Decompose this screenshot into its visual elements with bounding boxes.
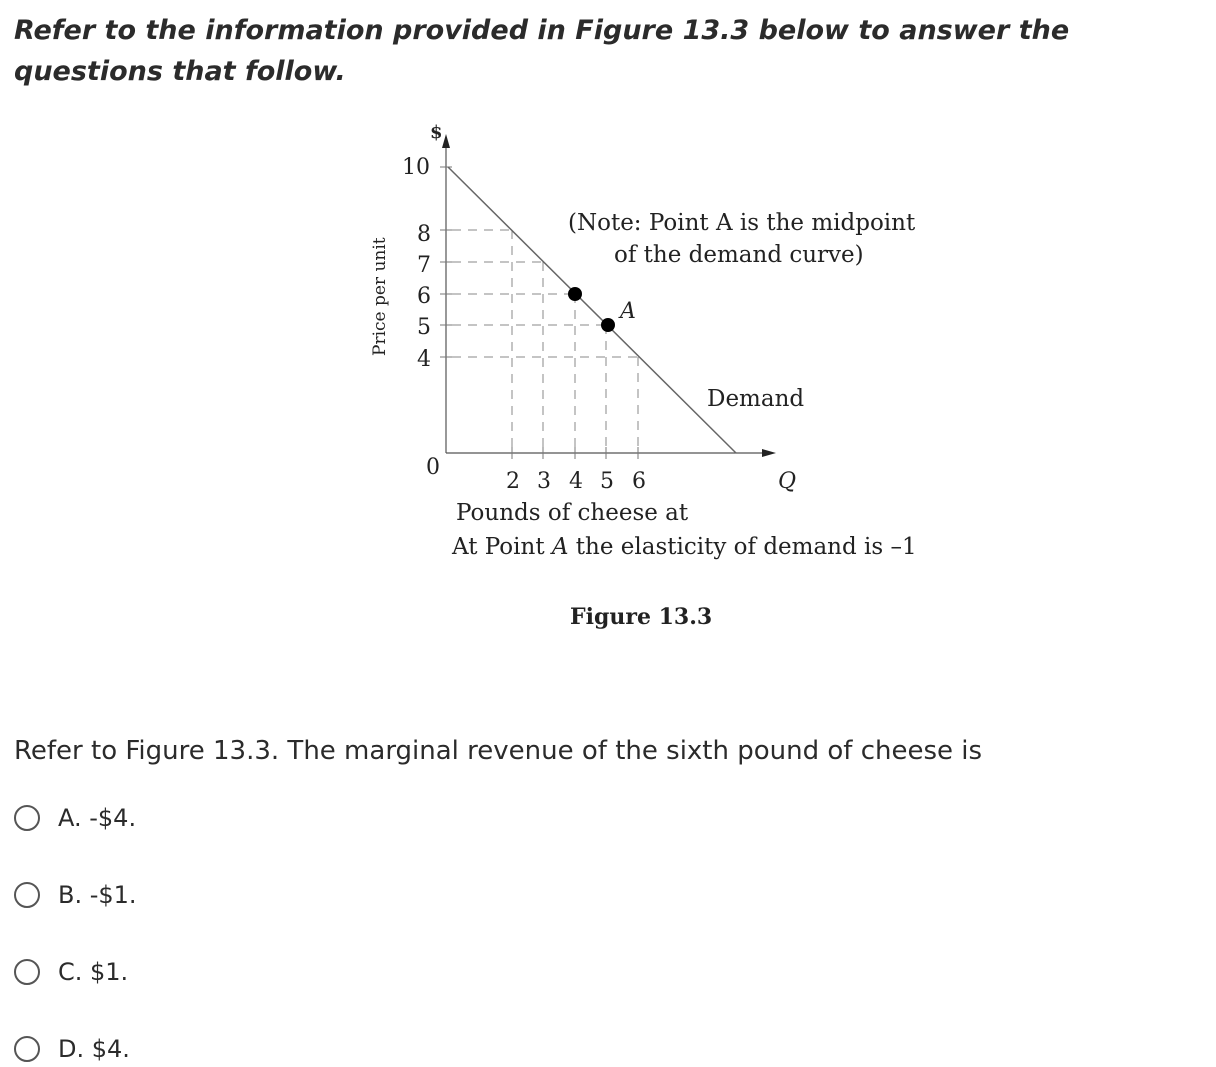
elasticity-note-point: A bbox=[551, 534, 569, 560]
point-a-marker bbox=[601, 318, 615, 332]
note-line-2: of the demand curve) bbox=[614, 242, 864, 268]
x-tick-label: 5 bbox=[600, 469, 614, 494]
elasticity-note-prefix: At Point bbox=[452, 534, 552, 560]
y-axis-label: Price per unit bbox=[370, 237, 390, 356]
option-label: A. -$4. bbox=[58, 804, 137, 832]
option-b[interactable] bbox=[14, 877, 137, 913]
point-a-label: A bbox=[620, 299, 636, 324]
elasticity-note bbox=[451, 534, 917, 560]
point-marker bbox=[568, 287, 582, 301]
demand-chart bbox=[340, 110, 920, 630]
x-tick-label: 6 bbox=[632, 469, 646, 494]
x-axis-label: Pounds of cheese at bbox=[456, 500, 689, 526]
question-text: Refer to Figure 13.3. The marginal revenue of the sixth pound of cheese is bbox=[14, 736, 983, 766]
option-c[interactable] bbox=[14, 954, 128, 990]
x-tick-label: 2 bbox=[506, 469, 520, 494]
y-tick-label: 4 bbox=[417, 347, 431, 372]
option-label: B. -$1. bbox=[58, 881, 137, 909]
option-d[interactable] bbox=[14, 1031, 130, 1067]
y-tick-label: 7 bbox=[417, 253, 431, 278]
x-tick-label: 3 bbox=[537, 469, 551, 494]
radio-button[interactable] bbox=[14, 959, 40, 985]
option-a[interactable] bbox=[14, 800, 136, 836]
y-tick-label: 10 bbox=[402, 155, 430, 180]
elasticity-note-suffix: the elasticity of demand is –1 bbox=[568, 534, 917, 560]
instructions-text: Refer to the information provided in Figure 13.3 below to answer the questions that follow. bbox=[14, 15, 1070, 87]
note-line-1: (Note: Point A is the midpoint bbox=[568, 210, 916, 236]
radio-button[interactable] bbox=[14, 805, 40, 831]
figure-13-3 bbox=[340, 110, 920, 634]
y-tick-label: 8 bbox=[417, 222, 431, 247]
y-tick-label: 5 bbox=[417, 315, 431, 340]
option-label: C. $1. bbox=[58, 958, 129, 986]
x-axis-arrow bbox=[762, 449, 776, 457]
y-tick-label: 6 bbox=[417, 284, 431, 309]
option-label: D. $4. bbox=[58, 1035, 130, 1063]
figure-caption: Figure 13.3 bbox=[570, 604, 713, 630]
curve-label: Demand bbox=[707, 386, 805, 412]
radio-button[interactable] bbox=[14, 1036, 40, 1062]
radio-button[interactable] bbox=[14, 882, 40, 908]
y-axis-arrow bbox=[442, 134, 450, 148]
y-unit-label: $ bbox=[430, 122, 443, 143]
origin-label: 0 bbox=[426, 455, 440, 480]
x-unit-label: Q bbox=[778, 469, 797, 494]
x-tick-label: 4 bbox=[569, 469, 583, 494]
